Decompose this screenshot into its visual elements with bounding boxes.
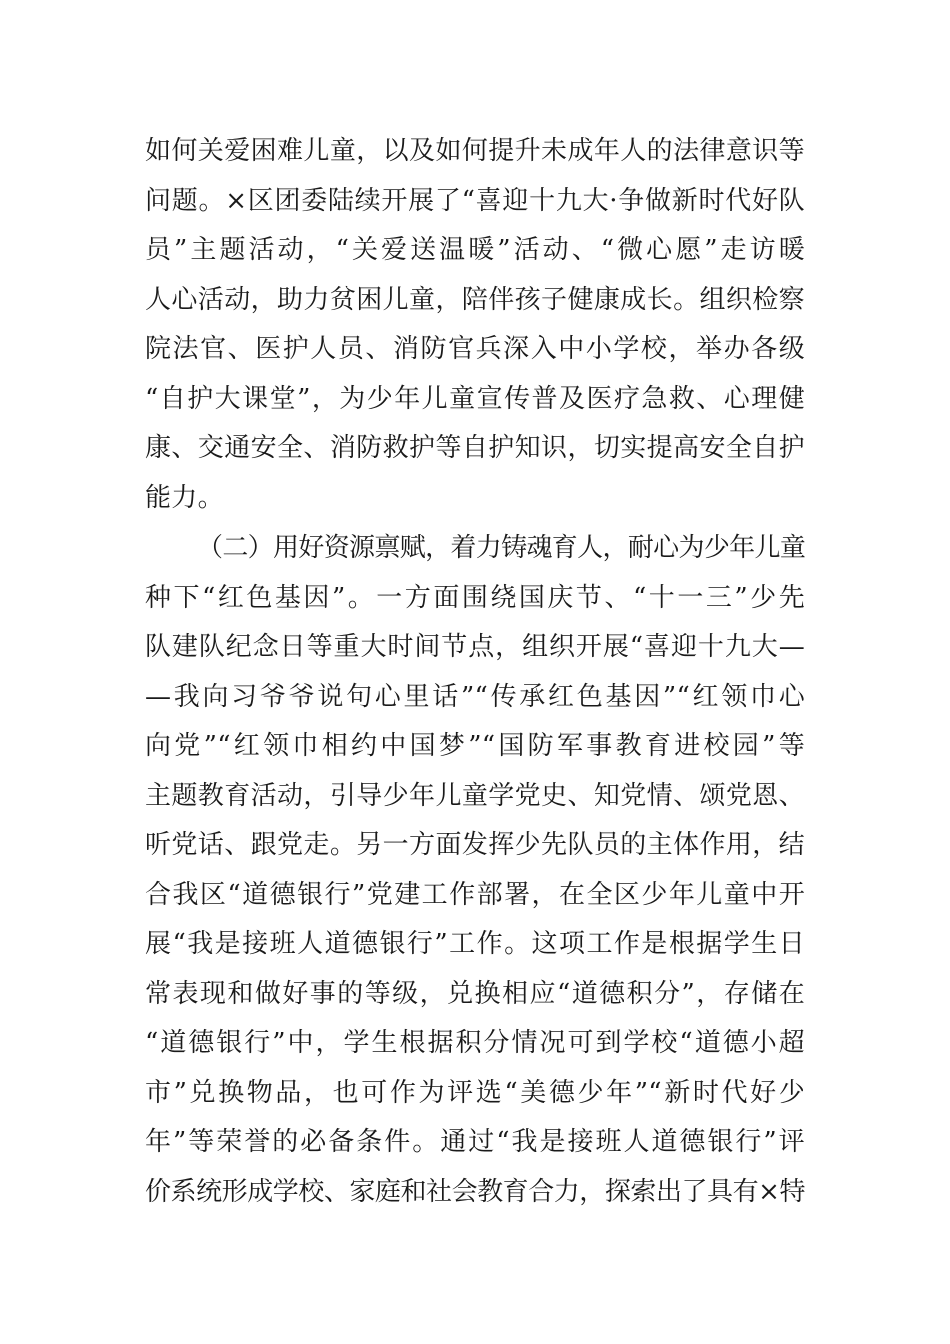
text-line: （二）用好资源禀赋，着力铸魂育人，耐心为少年儿童 (197, 533, 806, 563)
text-line: 问题。×区团委陆续开展了“喜迎十九大·争做新时代好队 (145, 185, 805, 216)
text-line: 听党话、跟党走。另一方面发挥少先队员的主体作用，结 (145, 830, 805, 860)
text-line: 种下“红色基因”。一方面围绕国庆节、“十一三”少先 (145, 582, 805, 613)
text-line: 主题教育活动，引导少年儿童学党史、知党情、颂党恩、 (145, 780, 805, 811)
text-line: 向党”“红领巾相约中国梦”“国防军事教育进校园”等 (145, 731, 805, 761)
text-line: 康、交通安全、消防救护等自护知识，切实提高安全自护 (145, 433, 805, 463)
text-line: 院法官、医护人员、消防官兵深入中小学校，举办各级 (145, 334, 805, 364)
text-line: 常表现和做好事的等级，兑换相应“道德积分”，存储在 (145, 978, 805, 1009)
paragraph-1 (145, 127, 805, 523)
text-line: —我向习爷爷说句心里话”“传承红色基因”“红领巾心 (145, 681, 805, 712)
text-line: 队建队纪念日等重大时间节点，组织开展“喜迎十九大— (145, 632, 805, 662)
text-line: 能力。 (145, 482, 224, 513)
text-line: 市”兑换物品，也可作为评选“美德少年”“新时代好少 (145, 1077, 805, 1108)
text-line: 年”等荣誉的必备条件。通过“我是接班人道德银行”评 (145, 1127, 805, 1157)
text-line: 合我区“道德银行”党建工作部署，在全区少年儿童中开 (145, 879, 805, 910)
text-line: 员”主题活动，“关爱送温暖”活动、“微心愿”走访暖 (145, 235, 805, 265)
text-line: 如何关爱困难儿童，以及如何提升未成年人的法律意识等 (145, 136, 805, 166)
text-line: 展“我是接班人道德银行”工作。这项工作是根据学生日 (145, 929, 805, 959)
text-line: 人心活动，助力贫困儿童，陪伴孩子健康成长。组织检察 (145, 284, 805, 315)
paragraph-2 (145, 524, 805, 1217)
text-line: “道德银行”中，学生根据积分情况可到学校“道德小超 (145, 1028, 805, 1058)
text-line: “自护大课堂”，为少年儿童宣传普及医疗急救、心理健 (145, 383, 805, 414)
text-line: 价系统形成学校、家庭和社会教育合力，探索出了具有×特 (145, 1176, 805, 1207)
